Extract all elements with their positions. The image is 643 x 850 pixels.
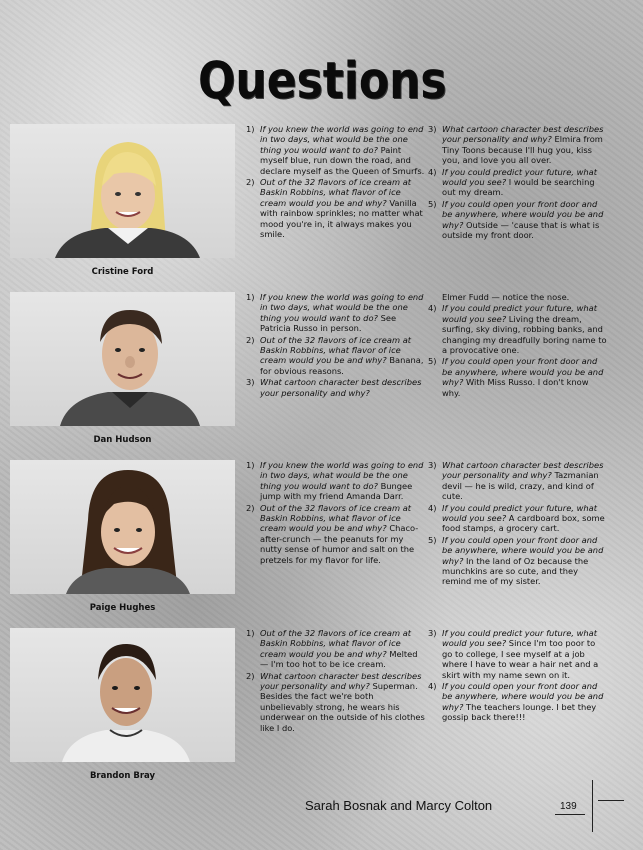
answers-column-right xyxy=(428,628,608,724)
portrait-photo-dan-hudson xyxy=(10,292,235,426)
portrait-photo-paige-hughes xyxy=(10,460,235,594)
question-answer: 1) Out of the 32 flavors of ice cream at Baskin Robbins, what flavor of ice cream would you be and why? Melted — I'm too hot to be ice cream. xyxy=(246,628,418,670)
question-answer: 4) If you could predict your future, what would you see? A cardboard box, some food stamps, a grocery cart. xyxy=(428,502,605,534)
answers-column-right xyxy=(428,292,608,399)
footer-credits: Sarah Bosnak and Marcy Colton xyxy=(305,798,493,813)
profile-name: Brandon Bray xyxy=(89,771,156,781)
question-answer: 4) If you could predict your future, what would you see? Living the dream, surfing, sky diving, robbing banks, and changing my dreadfully boring name to a provocative one. xyxy=(428,303,607,356)
question-answer: 1) If you knew the world was going to end in two days, what would be the one thing you would want to do? See Patricia Russo in person. xyxy=(246,292,424,334)
answers-column-left xyxy=(246,124,426,240)
question-answer: 3) What cartoon character best describes your personality and why? Elmira from Tiny Toons because I'll hug you, kiss you, and love you all over. xyxy=(428,124,604,166)
portrait-photo-cristine-ford xyxy=(10,124,235,258)
profile-name: Cristine Ford xyxy=(91,267,154,277)
footer-divider xyxy=(592,780,593,832)
answers-column-right xyxy=(428,460,608,588)
answers-column-left xyxy=(246,628,426,734)
page-title: Questions xyxy=(198,52,447,111)
question-answer: 5) If you could open your front door and be anywhere, where would you be and why? In the land of Oz because the munchkins are so cute, and they remind me of my sister. xyxy=(428,534,604,587)
question-answer: 2) Out of the 32 flavors of ice cream at Baskin Robbins, what flavor of ice cream would you be and why? Banana, for obvious reasons. xyxy=(246,334,424,376)
portrait-photo-brandon-bray xyxy=(10,628,235,762)
answers-column-left xyxy=(246,460,426,566)
question-answer: 3) What cartoon character best describes your personality and why? xyxy=(246,377,422,398)
question-answer: 5) If you could open your front door and be anywhere, where would you be and why? With Miss Russo. I don't know why. xyxy=(428,356,604,398)
question-answer: 2) Out of the 32 flavors of ice cream at Baskin Robbins, what flavor of ice cream would you be and why? Chaco-after-crunch — the peanuts for my nutty sense of humor and salt on the pretzels for my flavor for life. xyxy=(246,502,419,565)
answers-column-left xyxy=(246,292,426,399)
answer-continuation: Elmer Fudd — notice the nose. xyxy=(442,292,570,302)
question-answer: 1) If you knew the world was going to end in two days, what would be the one thing you would want to do? Paint myself blue, run down the road, and declare myself as the Queen of Smurfs. xyxy=(246,124,425,176)
question-answer: 3) If you could predict your future, what would you see? Since I'm too poor to go to college, I see myself at a job where I have to wear a hair net and a skirt with my name sewn on it. xyxy=(428,628,599,680)
question-answer: 1) If you knew the world was going to end in two days, what would be the one thing you would want to do? Bungee jump with my friend Amanda Darr. xyxy=(246,460,424,502)
page-number: 139 xyxy=(560,801,577,812)
question-answer: 4) If you could predict your future, what would you see? I would be searching out my dream. xyxy=(428,166,597,198)
answers-column-right xyxy=(428,124,608,241)
question-answer: 3) What cartoon character best describes your personality and why? Tazmanian devil — he is wild, crazy, and kind of cute. xyxy=(428,460,604,502)
question-answer: 5) If you could open your front door and be anywhere, where would you be and why? Outside — 'cause that is what is outside my front door. xyxy=(428,198,604,241)
footer-divider xyxy=(555,814,585,815)
question-answer: 4) If you could open your front door and be anywhere, where would you be and why? The teachers lounge. I bet they gossip back there!!! xyxy=(428,681,604,723)
profile-name: Dan Hudson xyxy=(93,435,152,445)
profile-name: Paige Hughes xyxy=(89,603,156,613)
footer-divider xyxy=(598,800,624,801)
question-answer: 2) What cartoon character best describes your personality and why? Superman. Besides the fact we're both unbelievably strong, he wears his underwear on the outside of his clothes like I do. xyxy=(246,670,425,733)
question-answer: 2) Out of the 32 flavors of ice cream at Baskin Robbins, what flavor of ice cream would you be and why? Vanilla with rainbow sprinkles; no matter what mood you're in, it always makes you smile. xyxy=(246,177,423,240)
